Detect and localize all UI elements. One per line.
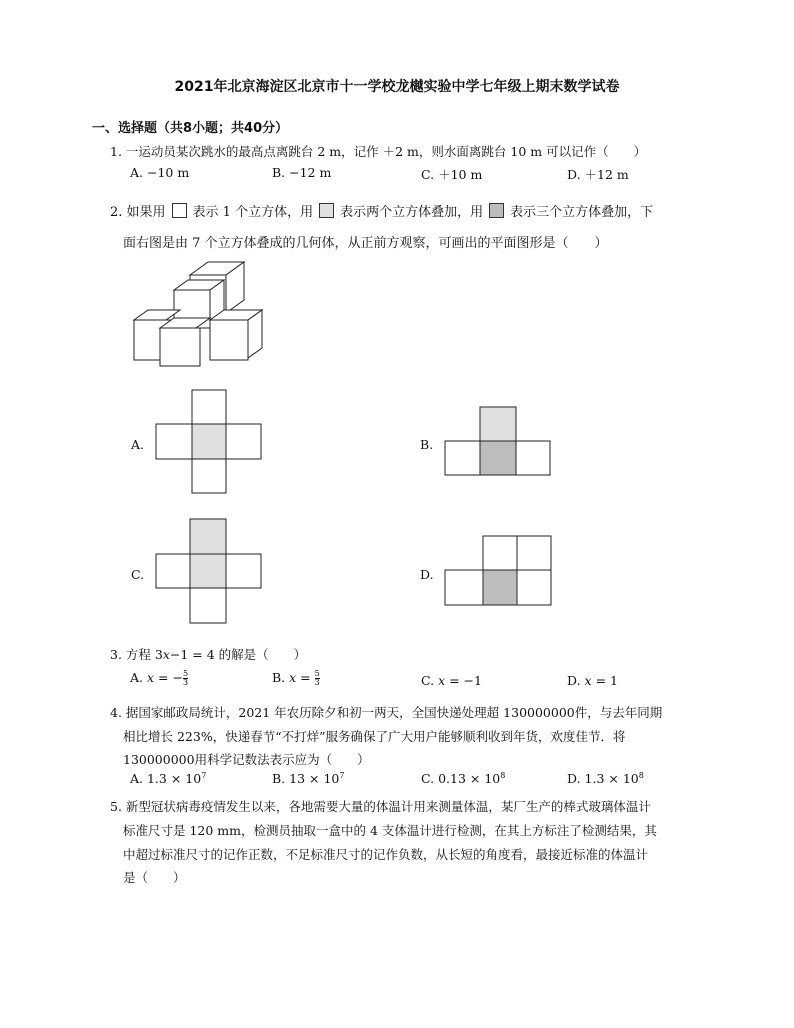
q3-c-var: x — [438, 673, 446, 688]
fraction-numerator: 5 — [182, 669, 189, 678]
grid-cell — [226, 424, 261, 459]
q4-b-exponent: 7 — [339, 771, 345, 780]
q3-b-eq: = — [296, 670, 315, 685]
question-3-stem — [110, 645, 306, 663]
grid-cell — [445, 570, 483, 605]
q3-a-neg: − — [172, 670, 183, 685]
double-cube-box-icon — [319, 203, 334, 218]
question-5-line-2: 标准尺寸是 120 mm，检测员抽取一盒中的 4 支体温计进行检测，在其上方标注了检测结果，其 — [123, 823, 657, 838]
question-5-line-3: 中超过标准尺寸的记作正数，不足标准尺寸的记作负数，从长短的角度看，最接近标准的体温计 — [123, 847, 649, 862]
grid-cell — [156, 554, 190, 588]
triple-cube-box-icon — [489, 203, 504, 218]
q2-option-c-label: C. — [131, 567, 145, 582]
q4-c-exponent: 8 — [500, 771, 506, 780]
grid-cell — [192, 390, 226, 424]
q4-d-exponent: 8 — [638, 771, 644, 780]
question-2-line-2: 面右图是由 7 个立方体叠成的几何体，从正前方观察，可画出的平面图形是（ ） — [123, 236, 608, 251]
grid-cell — [483, 536, 517, 570]
q3-stem-post: −1 = 4 的解是（ ） — [169, 647, 307, 662]
q3-option-d — [567, 673, 618, 688]
grid-cell — [156, 424, 192, 459]
q2-text-3: 表示两个立方体叠加，用 — [340, 205, 484, 220]
q4-option-a — [130, 771, 206, 786]
grid-cell-shaded — [190, 519, 226, 554]
q2-text-1: 2. 如果用 — [110, 205, 166, 220]
grid-cell — [517, 536, 551, 570]
q4-option-c — [421, 771, 505, 786]
cube-stack-figure — [130, 260, 270, 370]
question-1-stem: 1. 一运动员某次跳水的最高点离跳台 2 m，记作 ＋2 m，则水面离跳台 10 m 可以记作（ ） — [110, 144, 647, 159]
grid-cell — [445, 441, 480, 475]
q3-a-eq: = — [154, 670, 173, 685]
grid-cell-dark — [483, 570, 517, 605]
q1-option-a: A. −10 m — [130, 165, 190, 180]
q3-d-var: x — [584, 673, 592, 688]
q3-stem-pre: 3. 方程 3 — [110, 647, 163, 662]
q1-option-d: D. ＋12 m — [567, 167, 629, 182]
q4-c-base: C. 0.13 × 10 — [421, 771, 501, 787]
q2-option-a-label: A. — [131, 437, 145, 452]
q3-c-value: = −1 — [445, 673, 482, 688]
grid-cell-shaded — [192, 424, 226, 459]
question-2-line-1 — [110, 201, 653, 220]
q2-option-d-figure — [445, 536, 553, 606]
q4-d-base: D. 1.3 × 10 — [567, 771, 639, 787]
page-title: 2021年北京海淀区北京市十一学校龙樾实验中学七年级上期末数学试卷 — [174, 79, 620, 95]
section-heading: 一、选择题（共8小题；共40分） — [92, 121, 289, 136]
fraction-denominator: 3 — [182, 678, 189, 687]
grid-cell — [226, 554, 261, 588]
grid-cell — [192, 459, 226, 493]
q1-option-b: B. −12 m — [272, 165, 332, 180]
q3-a-var: x — [146, 670, 155, 685]
grid-cell-shaded — [190, 554, 226, 588]
question-4-line-1: 4. 据国家邮政局统计，2021 年农历除夕和初一两天，全国快递处理超 130000000件，与去年同期 — [110, 705, 663, 720]
grid-cell-shaded — [480, 407, 516, 441]
question-5-line-4: 是（ ） — [123, 870, 186, 885]
q3-b-label: B. — [272, 670, 290, 685]
grid-cell-dark — [480, 441, 516, 475]
q2-option-b-figure — [445, 407, 551, 476]
grid-cell — [190, 588, 226, 623]
q4-a-exponent: 7 — [201, 771, 207, 780]
q4-b-base: B. 13 × 10 — [272, 771, 340, 787]
q2-option-c-figure — [156, 519, 262, 624]
question-4-line-2: 相比增长 223%，快递春节“不打烊”服务确保了广大用户能够顺利收到年货，欢度佳节．将 — [123, 729, 626, 744]
q3-c-label: C. — [421, 673, 439, 688]
q3-d-value: = 1 — [591, 673, 618, 688]
q3-option-b — [272, 670, 320, 687]
q3-a-label: A. — [130, 670, 147, 685]
grid-cell — [516, 441, 550, 475]
question-5-line-1: 5. 新型冠状病毒疫情发生以来，各地需要大量的体温计用来测量体温，某厂生产的棒式玻璃体温计 — [110, 799, 651, 814]
fraction-numerator: 5 — [314, 669, 320, 678]
q4-option-b — [272, 771, 344, 786]
q2-text-4: 表示三个立方体叠加，下 — [510, 205, 654, 220]
q2-option-d-label: D. — [420, 567, 434, 582]
grid-cell — [517, 570, 551, 605]
fraction-denominator: 3 — [314, 678, 320, 687]
q3-option-a — [130, 670, 188, 687]
q2-option-a-figure — [156, 390, 262, 494]
q1-option-c: C. ＋10 m — [421, 167, 483, 182]
q2-option-b-label: B. — [420, 437, 434, 452]
q3-option-c — [421, 673, 482, 688]
q3-d-label: D. — [567, 673, 585, 688]
q2-text-2: 表示 1 个立方体，用 — [192, 205, 314, 220]
q3-stem-var: x — [162, 647, 170, 662]
q3-a-fraction — [183, 670, 188, 687]
question-4-line-3: 130000000用科学记数法表示应为（ ） — [123, 752, 370, 767]
q3-b-var: x — [289, 670, 297, 685]
q4-a-base: A. 1.3 × 10 — [130, 771, 202, 787]
single-cube-box-icon — [172, 203, 187, 218]
q3-b-fraction — [315, 670, 320, 687]
q4-option-d — [567, 771, 644, 786]
